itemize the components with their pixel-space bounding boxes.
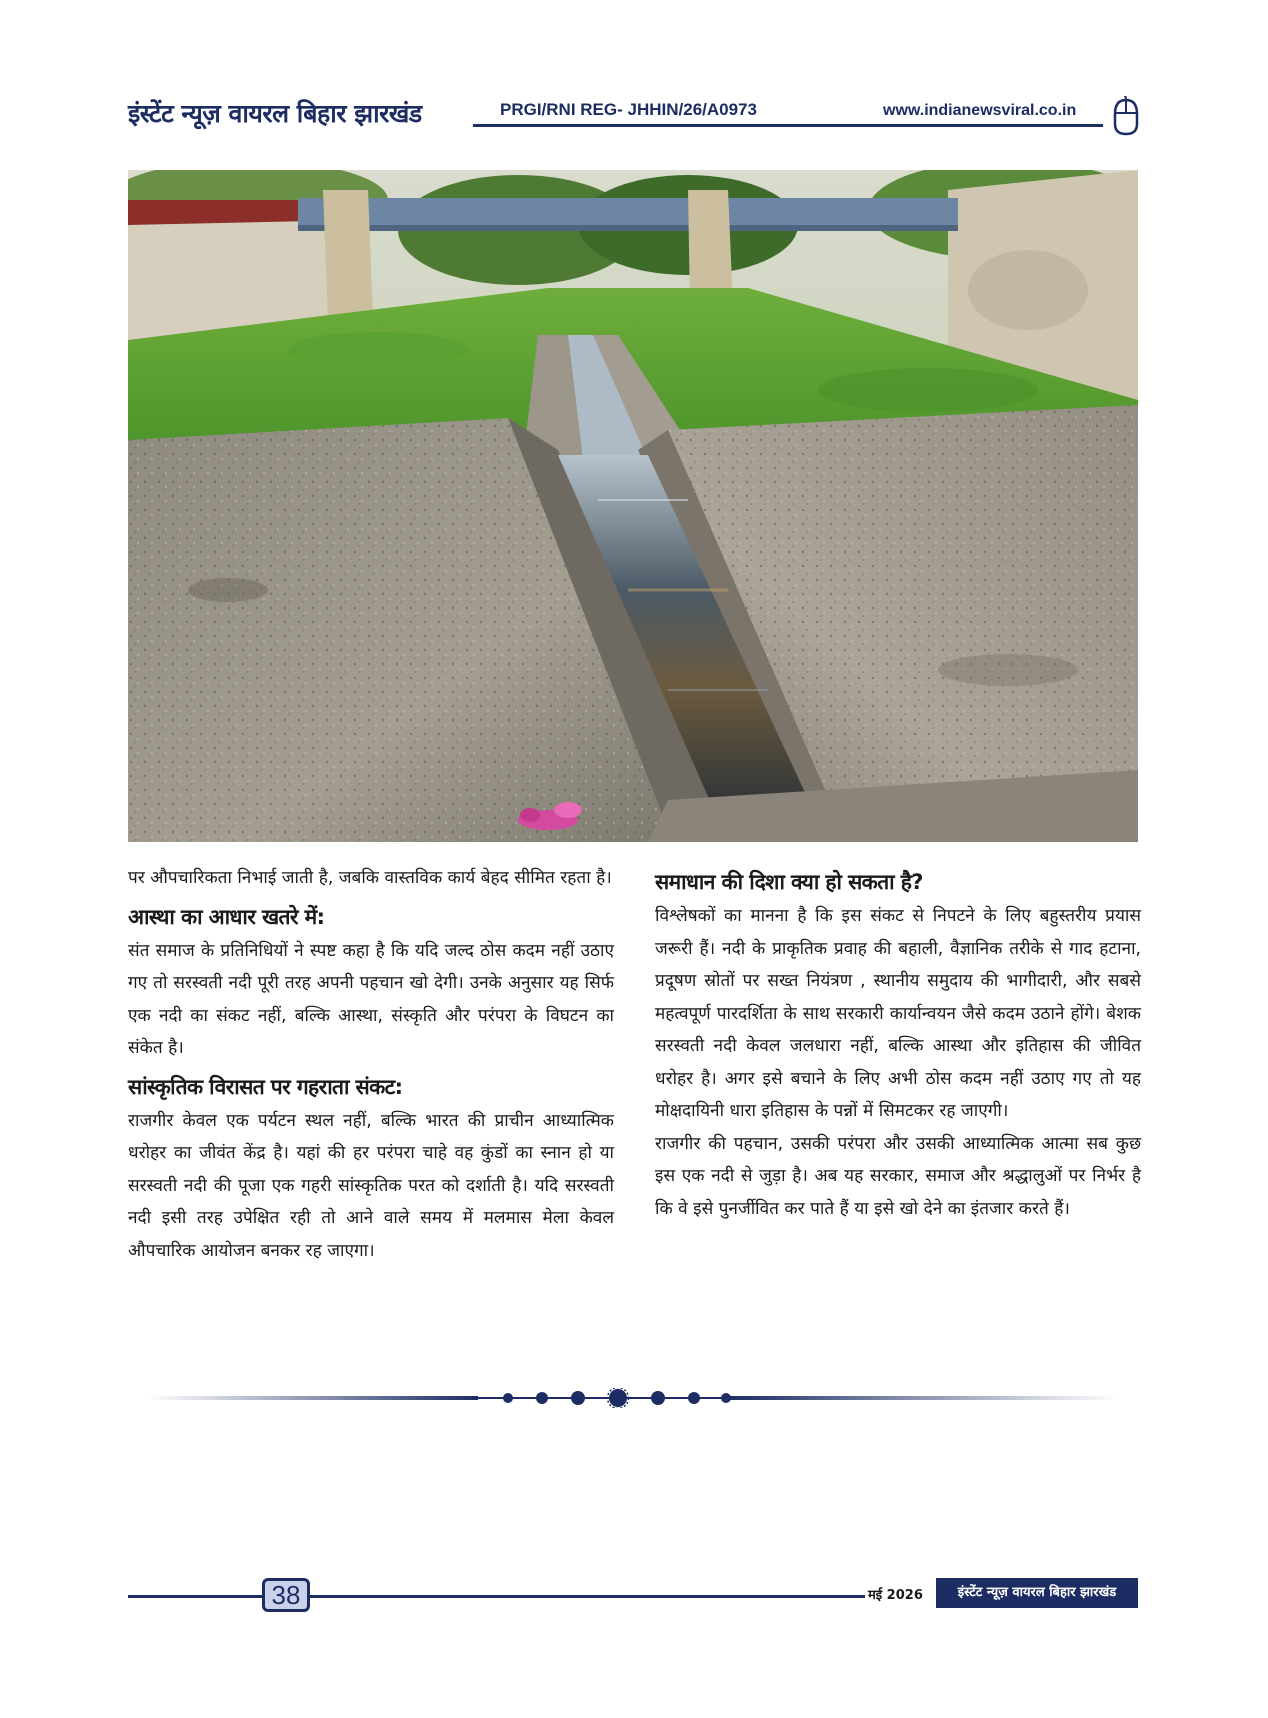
subheading-faith: आस्था का आधार खतरे में: [128, 904, 325, 929]
page-header [128, 90, 1138, 146]
registration-number: PRGI/RNI REG- JHHIN/26/A0973 [500, 100, 757, 119]
paragraph-saints-warning: संत समाज के प्रतिनिधियों ने स्पष्ट कहा है कि यदि जल्द ठोस कदम नहीं उठाए गए तो सरस्वती नदी पूरी तरह अपनी पहचान खो देगी। उनके अनुसार यह सिर्फ एक नदी का संकट नहीं, बल्कि आस्था, संस्कृति और परंपरा के विघटन का संकेत है। [128, 940, 614, 1058]
right-article-column [655, 872, 1141, 1225]
page-footer [128, 1576, 1138, 1616]
masthead-title: इंस्टेंट न्यूज़ वायरल बिहार झारखंड [128, 99, 422, 128]
header-rule [473, 124, 1103, 127]
issue-month: मई 2026 [868, 1588, 923, 1603]
section-divider-ornament [148, 1388, 1118, 1408]
subheading-heritage: सांस्कृतिक विरासत पर गहराता संकट: [128, 1074, 403, 1099]
footer-brand: इंस्टेंट न्यूज़ वायरल बिहार झारखंड [936, 1578, 1138, 1608]
footer-rule-left [128, 1595, 262, 1598]
mouse-icon [1113, 96, 1139, 136]
website-link[interactable]: www.indianewsviral.co.in [883, 102, 1077, 119]
left-article-column [128, 862, 614, 1267]
paragraph-solutions: विश्लेषकों का मानना है कि इस संकट से निपटने के लिए बहुस्तरीय प्रयास जरूरी हैं। नदी के प्राकृतिक प्रवाह की बहाली, वैज्ञानिक तरीके से गाद हटाना, प्रदूषण स्रोतों पर सख्त नियंत्रण , स्थानीय समुदाय की भागीदारी, और सबसे महत्वपूर्ण पारदर्शिता के साथ सरकारी कार्यान्वयन जैसे कदम उठाने होंगे। बेशक सरस्वती नदी केवल जलधारा नहीं, बल्कि आस्था और इतिहास की जीवित धरोहर है। अगर इसे बचाने के लिए अभी ठोस कदम नहीं उठाए गए तो यह मोक्षदायिनी धारा इतिहास के पन्नों में सिमटकर रह जाएगी। [655, 906, 1141, 1121]
paragraph-intro-continued: पर औपचारिकता निभाई जाती है, जबकि वास्तविक कार्य बेहद सीमित रहता है। [128, 868, 612, 888]
page-number: 38 [262, 1578, 310, 1612]
footer-rule-right [310, 1595, 865, 1598]
subheading-solution: समाधान की दिशा क्या हो सकता है? [655, 870, 923, 894]
paragraph-rajgir-heritage: राजगीर केवल एक पर्यटन स्थल नहीं, बल्कि भारत की प्राचीन आध्यात्मिक धरोहर का जीवंत केंद्र है। यहां की हर परंपरा चाहे वह कुंडों का स्नान हो या सरस्वती नदी की पूजा एक गहरी सांस्कृतिक परत को दर्शाती है। यदि सरस्वती नदी इसी तरह उपेक्षित रही तो आने वाले समय में मलमास मेला केवल औपचारिक आयोजन बनकर रह जाएगा। [128, 1110, 614, 1261]
concrete-channel-stream-photo [128, 170, 1138, 842]
paragraph-conclusion: राजगीर की पहचान, उसकी परंपरा और उसकी आध्यात्मिक आत्मा सब कुछ इस एक नदी से जुड़ा है। अब यह सरकार, समाज और श्रद्धालुओं पर निर्भर है कि वे इसे पुनर्जीवित कर पाते हैं या इसे खो देने का इंतजार करते हैं। [655, 1133, 1141, 1219]
